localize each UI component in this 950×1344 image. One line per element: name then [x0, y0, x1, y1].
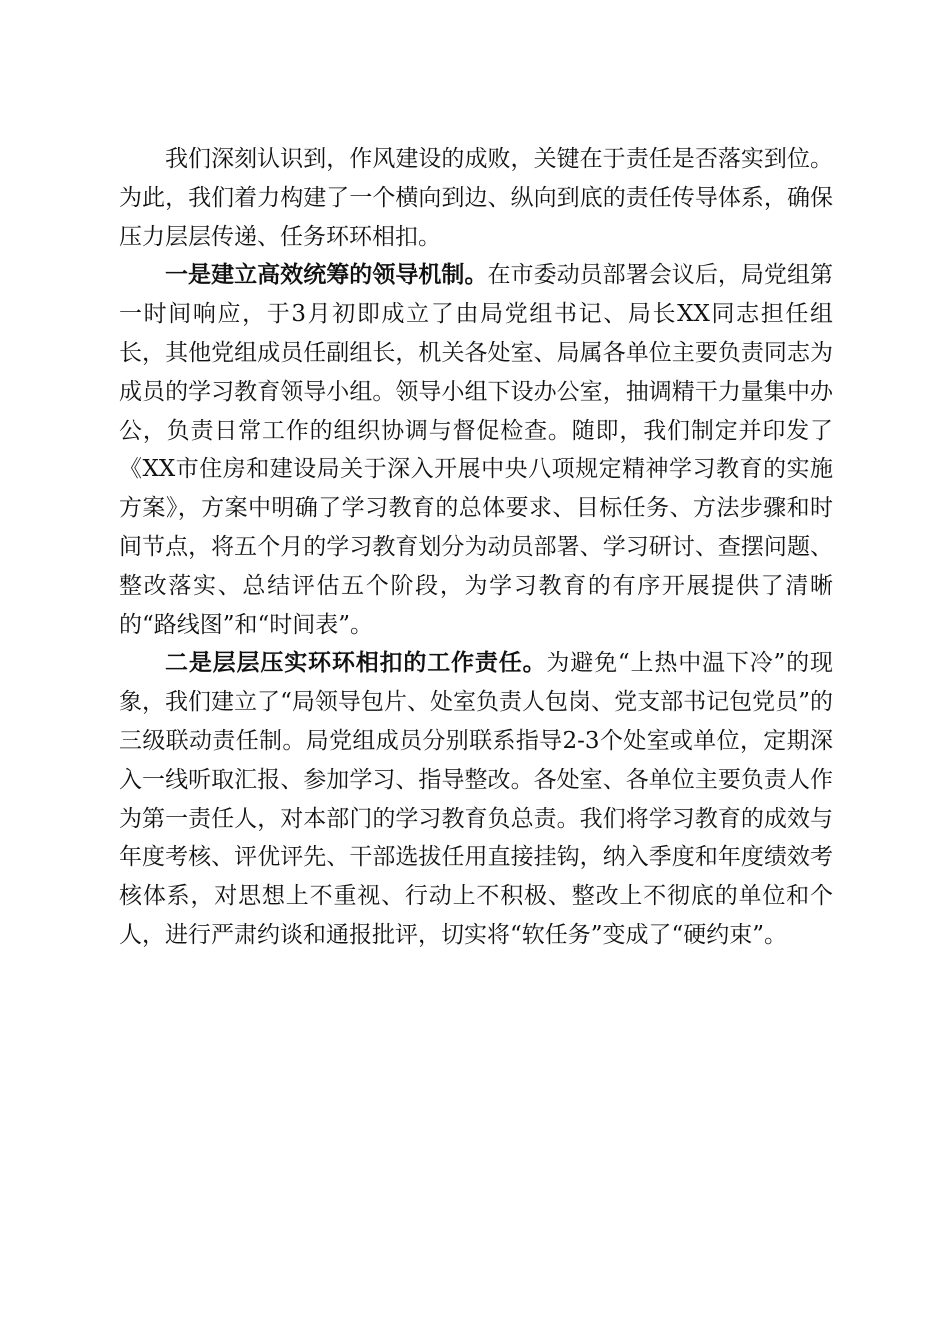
paragraph-text: 在市委动员部署会议后，局党组第一时间响应，于3月初即成立了由局党组书记、局长XX同志担任组长，其他党组成员任副组长，机关各处室、局属各单位主要负责同志为成员的学习教育领导小组。领导小组下设办公室，抽调精干力量集中办公，负责日常工作的组织协调与督促检查。随即，我们制定并印发了《XX市住房和建设局关于深入开展中央八项规定精神学习教育的实施方案》，方案中明确了学习教育的总体要求、目标任务、方法步骤和时间节点，将五个月的学习教育划分为动员部署、学习研讨、查摆问题、整改落实、总结评估五个阶段，为学习教育的有序开展提供了清晰的“路线图”和“时间表”。	[119, 262, 834, 638]
paragraph-lead-heading: 一是建立高效统筹的领导机制。	[165, 261, 488, 289]
paragraph-lead-heading: 二是层层压实环环相扣的工作责任。	[165, 649, 547, 677]
paragraph-text: 我们深刻认识到，作风建设的成败，关键在于责任是否落实到位。为此，我们着力构建了一个横向到边、纵向到底的责任传导体系，确保压力层层传递、任务环环相扣。	[119, 146, 833, 250]
document-body	[119, 140, 833, 955]
paragraph-work-responsibility	[119, 644, 833, 954]
paragraph-intro	[119, 140, 833, 256]
paragraph-leadership-mechanism	[119, 256, 833, 644]
paragraph-text: 为避免“上热中温下冷”的现象，我们建立了“局领导包片、处室负责人包岗、党支部书记包党员”的三级联动责任制。局党组成员分别联系指导2-3个处室或单位，定期深入一线听取汇报、参加学习、指导整改。各处室、各单位主要负责人作为第一责任人，对本部门的学习教育负总责。我们将学习教育的成效与年度考核、评优评先、干部选拔任用直接挂钩，纳入季度和年度绩效考核体系，对思想上不重视、行动上不积极、整改上不彻底的单位和个人，进行严肃约谈和通报批评，切实将“软任务”变成了“硬约束”。	[119, 650, 833, 948]
